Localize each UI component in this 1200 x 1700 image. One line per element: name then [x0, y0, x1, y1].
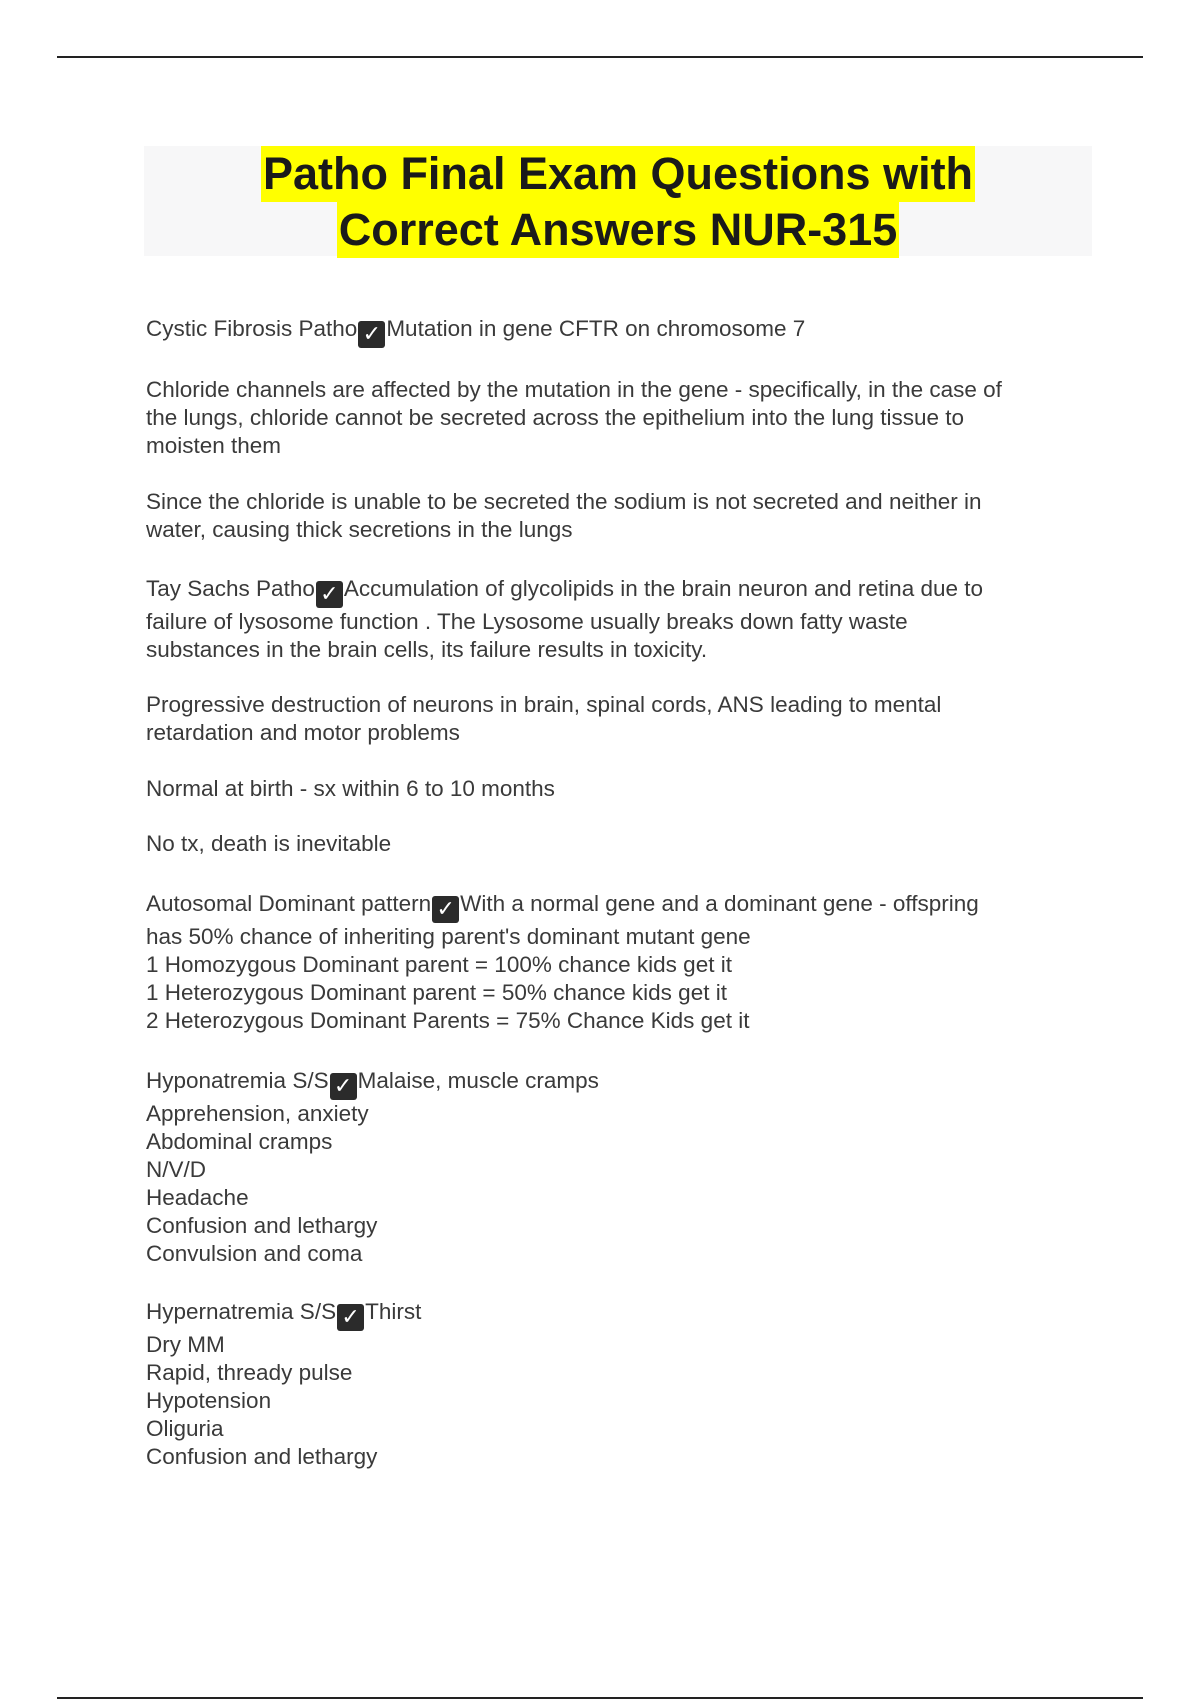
paragraph	[146, 830, 1091, 858]
paragraph	[146, 691, 1091, 747]
check-icon: ✓	[432, 896, 459, 923]
text-line: Normal at birth - sx within 6 to 10 months	[146, 776, 555, 801]
document-body	[146, 315, 1091, 1471]
entry-hypernatremia	[146, 1298, 1091, 1471]
paragraph	[146, 775, 1091, 803]
text-line: N/V/D	[146, 1157, 207, 1182]
entry-first-line	[146, 1067, 1091, 1100]
entry-answer: Mutation in gene CFTR on chromosome 7	[386, 316, 806, 341]
entry-cystic-fibrosis	[146, 315, 1091, 348]
text-line: 1 Homozygous Dominant parent = 100% chance kids get it	[146, 952, 732, 977]
text-line: failure of lysosome function . The Lysosome usually breaks down fatty waste	[146, 609, 908, 634]
check-icon: ✓	[337, 1304, 364, 1331]
entry-first-line	[146, 315, 1091, 348]
entry-tay-sachs	[146, 575, 1091, 664]
title-line-1: Patho Final Exam Questions with	[261, 146, 975, 202]
text-line: Apprehension, anxiety	[146, 1101, 369, 1126]
entry-answer: Malaise, muscle cramps	[357, 1068, 599, 1093]
entry-term: Cystic Fibrosis Patho	[146, 316, 358, 341]
text-line: water, causing thick secretions in the lungs	[146, 517, 573, 542]
text-line: Since the chloride is unable to be secreted the sodium is not secreted and neither in	[146, 489, 982, 514]
entry-term: Hypernatremia S/S	[146, 1299, 337, 1324]
text-line: substances in the brain cells, its failure results in toxicity.	[146, 637, 708, 662]
text-line: Confusion and lethargy	[146, 1213, 378, 1238]
text-line: Confusion and lethargy	[146, 1444, 378, 1469]
text-line: Abdominal cramps	[146, 1129, 333, 1154]
check-icon: ✓	[316, 581, 343, 608]
entry-answer: Thirst	[365, 1299, 422, 1324]
paragraph	[146, 488, 1091, 544]
entry-first-line	[146, 1298, 1091, 1331]
text-line: 2 Heterozygous Dominant Parents = 75% Chance Kids get it	[146, 1008, 750, 1033]
text-line: No tx, death is inevitable	[146, 831, 392, 856]
entry-answer: With a normal gene and a dominant gene - offspring	[460, 891, 979, 916]
paragraph	[146, 376, 1091, 460]
entry-term: Autosomal Dominant pattern	[146, 891, 432, 916]
text-line: Headache	[146, 1185, 249, 1210]
text-line: Oliguria	[146, 1416, 224, 1441]
title-line-2: Correct Answers NUR-315	[337, 202, 900, 258]
text-line: 1 Heterozygous Dominant parent = 50% chance kids get it	[146, 980, 727, 1005]
text-line: Dry MM	[146, 1332, 225, 1357]
entry-answer: Accumulation of glycolipids in the brain neuron and retina due to	[343, 576, 984, 601]
entry-term: Hyponatremia S/S	[146, 1068, 329, 1093]
check-icon: ✓	[358, 321, 385, 348]
text-line: Convulsion and coma	[146, 1241, 363, 1266]
text-line: moisten them	[146, 433, 282, 458]
text-line: retardation and motor problems	[146, 720, 460, 745]
entry-term: Tay Sachs Patho	[146, 576, 315, 601]
check-icon: ✓	[330, 1073, 357, 1100]
entry-first-line	[146, 890, 1091, 923]
entry-first-line	[146, 575, 1091, 608]
document-title	[144, 146, 1092, 256]
entry-autosomal-dominant	[146, 890, 1091, 1035]
bottom-rule	[57, 1697, 1143, 1699]
text-line: Progressive destruction of neurons in brain, spinal cords, ANS leading to mental	[146, 692, 942, 717]
text-line: Rapid, thready pulse	[146, 1360, 353, 1385]
entry-hyponatremia	[146, 1067, 1091, 1268]
text-line: has 50% chance of inheriting parent's dominant mutant gene	[146, 924, 751, 949]
top-rule	[57, 56, 1143, 58]
text-line: the lungs, chloride cannot be secreted across the epithelium into the lung tissue to	[146, 405, 964, 430]
text-line: Chloride channels are affected by the mutation in the gene - specifically, in the case of	[146, 377, 1002, 402]
text-line: Hypotension	[146, 1388, 272, 1413]
